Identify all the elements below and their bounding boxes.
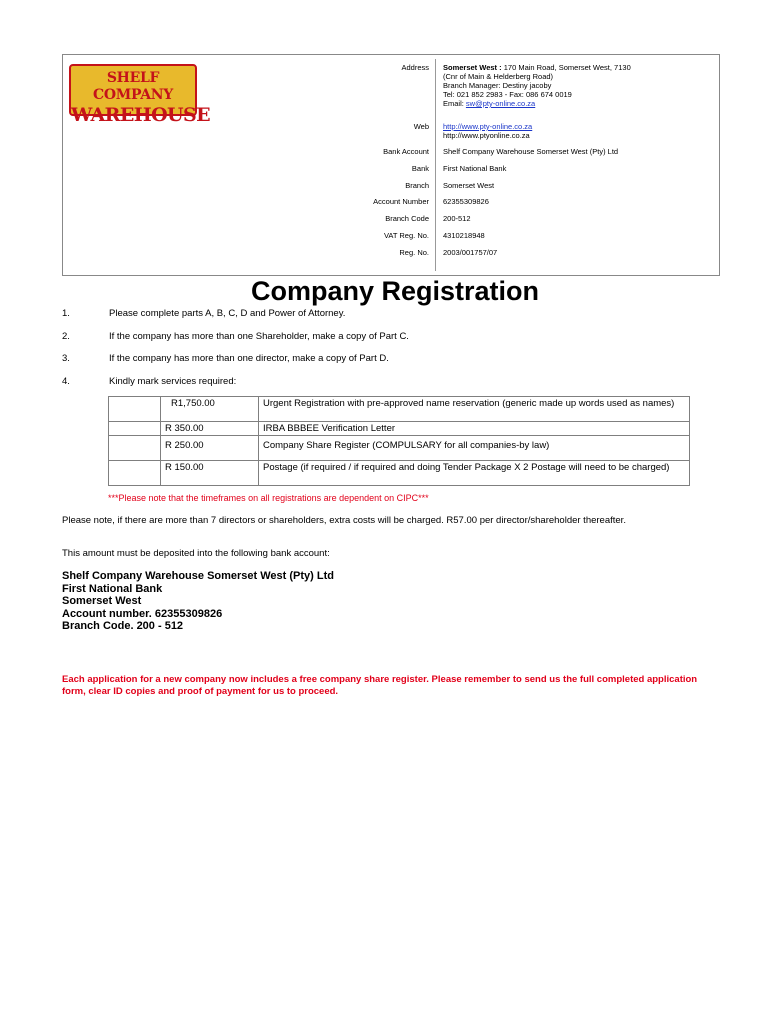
- reg-value: 2003/001757/07: [443, 248, 498, 257]
- page-title: Company Registration: [250, 276, 540, 306]
- bank-account-name: Shelf Company Warehouse Somerset West (Pty) Ltd: [62, 570, 334, 582]
- service-row: [109, 422, 690, 436]
- bank-account-number: Account number. 62355309826: [62, 607, 223, 620]
- service-description: IRBA BBBEE Verification Letter: [259, 422, 690, 436]
- bank-branch: Somerset West: [62, 595, 142, 607]
- web-label: Web: [413, 122, 429, 131]
- service-description: Urgent Registration with pre-approved name reservation (generic made up words used as names): [259, 397, 690, 422]
- service-description: Postage (if required / if required and doing Tender Package X 2 Postage will need to be charged): [259, 461, 690, 486]
- instruction-number: 4.: [62, 376, 70, 387]
- branch-code-value: 200-512: [443, 214, 471, 223]
- share-register-note: Each application for a new company now includes a free company share register. Please remember to send us the full completed application form, clear ID copies and proof of payment for us to proceed.: [62, 674, 698, 697]
- account-number-value: 62355309826: [443, 197, 489, 206]
- account-number-label: Account Number: [373, 197, 429, 206]
- phone-fax: Tel: 021 852 2983 - Fax: 086 674 0019: [443, 90, 572, 99]
- company-info-box: [62, 54, 720, 276]
- logo-line-1: SHELF COMPANY: [93, 70, 173, 103]
- service-description: Company Share Register (COMPULSARY for all companies-by law): [259, 436, 690, 461]
- service-checkbox-cell[interactable]: [109, 436, 161, 461]
- branch-manager: Branch Manager: Destiny jacoby: [443, 81, 552, 90]
- bank-branch-code: Branch Code. 200 - 512: [62, 620, 184, 632]
- service-price: R1,750.00: [161, 397, 259, 422]
- service-checkbox-cell[interactable]: [109, 422, 161, 436]
- service-checkbox-cell[interactable]: [109, 461, 161, 486]
- branch-value: Somerset West: [443, 181, 495, 190]
- instruction-text: If the company has more than one Shareholder, make a copy of Part C.: [109, 331, 409, 342]
- address-line-2: (Cnr of Main & Helderberg Road): [443, 72, 554, 81]
- bank-label: Bank: [411, 164, 429, 173]
- reg-label: Reg. No.: [399, 248, 429, 257]
- service-row: [109, 436, 690, 461]
- shelf-company-warehouse-logo: [69, 64, 211, 126]
- bank-account-label: Bank Account: [383, 147, 429, 156]
- bank-details: [62, 570, 334, 633]
- services-table: [108, 396, 690, 486]
- bank-value: First National Bank: [443, 164, 507, 173]
- vat-value: 4310218948: [443, 231, 485, 240]
- service-row: [109, 397, 690, 422]
- instruction-text: Please complete parts A, B, C, D and Power of Attorney.: [109, 308, 346, 319]
- bank-account-value: Shelf Company Warehouse Somerset West (Pty) Ltd: [443, 147, 619, 156]
- service-price: R 150.00: [161, 461, 259, 486]
- web-link-2: http://www.ptyonline.co.za: [443, 131, 530, 140]
- instruction-text: If the company has more than one director, make a copy of Part D.: [109, 353, 389, 364]
- address-line-1: 170 Main Road, Somerset West, 7130: [501, 63, 631, 72]
- timeframe-note: ***Please note that the timeframes on all registrations are dependent on CIPC***: [108, 493, 429, 503]
- address-label: Address: [401, 63, 429, 72]
- instruction-number: 1.: [62, 308, 70, 319]
- service-row: [109, 461, 690, 486]
- email-prefix: Email:: [443, 99, 466, 108]
- bank-name: First National Bank: [62, 582, 163, 595]
- deposit-intro: This amount must be deposited into the following bank account:: [62, 548, 330, 559]
- service-price: R 250.00: [161, 436, 259, 461]
- address-name: Somerset West :: [443, 63, 502, 72]
- logo-line-2: WAREHOUSE: [71, 104, 211, 126]
- instruction-number: 3.: [62, 353, 70, 364]
- web-link-1[interactable]: http://www.pty-online.co.za: [443, 122, 533, 131]
- web-value: [443, 122, 532, 140]
- vat-label: VAT Reg. No.: [383, 231, 429, 240]
- service-checkbox-cell[interactable]: [109, 397, 161, 422]
- email-link[interactable]: sw@pty-online.co.za: [465, 99, 536, 108]
- branch-code-label: Branch Code: [385, 214, 429, 223]
- address-value: [443, 63, 631, 108]
- service-price: R 350.00: [161, 422, 259, 436]
- divider: [435, 59, 436, 271]
- extra-cost-note: Please note, if there are more than 7 directors or shareholders, extra costs will be charged. R57.00 per director/shareholder thereafter.: [62, 515, 626, 526]
- branch-label: Branch: [405, 181, 429, 190]
- instruction-text: Kindly mark services required:: [109, 376, 237, 387]
- instruction-number: 2.: [62, 331, 70, 342]
